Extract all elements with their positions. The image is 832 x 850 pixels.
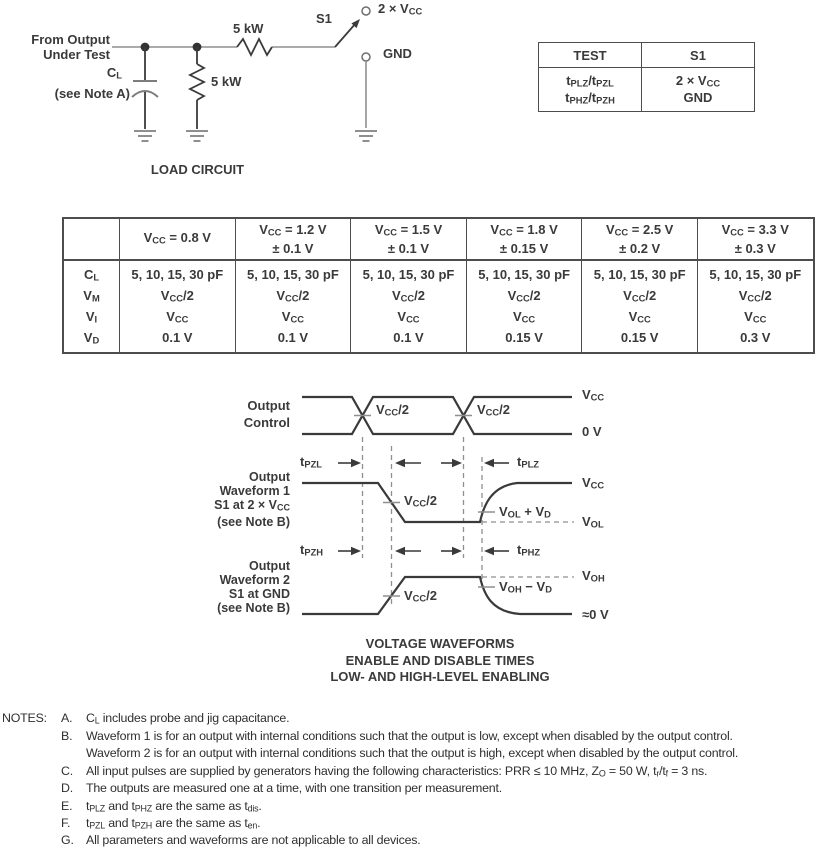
table-row [63, 285, 814, 306]
param-cell: 0.1 V [235, 327, 351, 353]
param-cell: 5, 10, 15, 30 pF [582, 260, 698, 285]
level-0v-label: 0 V [582, 424, 602, 439]
table-row [539, 89, 755, 112]
level-voh-label: $V_{OH}$ [582, 568, 605, 584]
load-circuit-title: LOAD CIRCUIT [150, 162, 245, 177]
param-cell: $V_{CC}$ [351, 306, 467, 327]
switch-blade [335, 23, 356, 47]
vcc-half-label: $V_{CC}/2$ [477, 402, 511, 418]
param-row-label-vi: $V_I$ [85, 308, 98, 325]
param-cell: 5, 10, 15, 30 pF [466, 260, 582, 285]
test-table-cell: GND [642, 89, 755, 112]
param-cell: $V_{CC}$ [466, 306, 582, 327]
waveform-caption: VOLTAGE WAVEFORMS ENABLE AND DISABLE TIMES LOW- AND HIGH-LEVEL ENABLING [330, 636, 550, 684]
vol-plus-vd-label: $V_{OL} + V_D$ [499, 504, 551, 520]
param-table-header-row [63, 218, 814, 260]
param-cell: 5, 10, 15, 30 pF [120, 260, 236, 285]
test-table-cell: $t_{PLZ}/t_{PZL}$ [566, 72, 614, 89]
param-row-label-cl: $C_L$ [83, 266, 100, 283]
vcc-half-label: $V_{CC}/2$ [376, 402, 410, 418]
param-cell: $V_{CC}$ [120, 306, 236, 327]
terminal-gnd [362, 53, 370, 61]
cap-label: $C_L$ [106, 65, 122, 81]
note-text: $t_{PZL}$ and $t_{PZH}$ are the same as $t_{en}$. [86, 816, 261, 831]
notes-section [0, 711, 832, 850]
param-cell: $V_{CC}/2$ [466, 285, 582, 306]
test-table-header-test: TEST [539, 43, 642, 68]
series-resistor-label: 5 kW [233, 21, 264, 36]
voh-minus-vd-label: $V_{OH} - V_D$ [499, 579, 552, 595]
test-table-cell: $t_{PHZ}/t_{PZH}$ [565, 89, 615, 106]
param-header-vcc-2p5: $V_{CC} = 2.5$ V ± 0.2 V [582, 218, 698, 260]
note-letter: E. [61, 799, 73, 813]
param-cell: $V_{CC}$ [697, 306, 813, 327]
tpzl-label: $t_{PZL}$ [300, 454, 322, 470]
param-cell: $V_{CC}/2$ [120, 285, 236, 306]
note-text: All input pulses are supplied by generators having the following characteristics: PRR ≤ 10 MHz, $Z_O = 50$ W, $t_r/t_f = 3$ ns. [86, 764, 708, 779]
note-letter: B. [61, 729, 73, 743]
dashed-reference-lines [363, 437, 483, 604]
from-output-label [5, 32, 110, 62]
param-cell: $V_{CC}/2$ [351, 285, 467, 306]
test-table-header-row [539, 43, 755, 68]
param-cell: 5, 10, 15, 30 pF [235, 260, 351, 285]
note-letter: F. [61, 816, 71, 830]
note-text: The outputs are measured one at a time, with one transition per measurement. [86, 781, 502, 795]
tphz-label: $t_{PHZ}$ [517, 542, 541, 558]
from-output-line1: From Output [31, 32, 110, 47]
param-cell: 5, 10, 15, 30 pF [697, 260, 813, 285]
param-header-vcc-3p3: $V_{CC} = 3.3$ V ± 0.3 V [697, 218, 813, 260]
timing-arrowheads-row2 [351, 547, 494, 556]
test-table-cell: $2 \times V_{CC}$ [642, 68, 755, 90]
level-vcc-label: $V_{CC}$ [582, 475, 605, 491]
level-vcc-label: $V_{CC}$ [582, 387, 605, 403]
ground-symbol [186, 131, 208, 141]
shunt-resistor-label: 5 kW [211, 74, 242, 89]
param-header-vcc-1p2: $V_{CC} = 1.2$ V ± 0.1 V [235, 218, 351, 260]
table-row [63, 327, 814, 353]
param-cell: $V_{CC}/2$ [235, 285, 351, 306]
note-text: All parameters and waveforms are not applicable to all devices. [86, 833, 421, 847]
ground-symbol [134, 131, 156, 141]
test-table-header-s1: S1 [642, 43, 755, 68]
terminal-2xvcc-label: $2 \times V_{CC}$ [378, 1, 423, 17]
note-letter: D. [61, 781, 73, 795]
table-row [63, 306, 814, 327]
switch-label: S1 [316, 11, 332, 26]
param-cell: $V_{CC}/2$ [582, 285, 698, 306]
control-rail-b [302, 397, 572, 434]
series-resistor [237, 39, 272, 55]
param-header-vcc-1p8: $V_{CC} = 1.8$ V ± 0.15 V [466, 218, 582, 260]
param-header-vcc-0p8: $V_{CC} = 0.8$ V [120, 218, 236, 260]
param-cell: 0.1 V [351, 327, 467, 353]
output-control-label: Output Control [243, 398, 290, 430]
note-letter: G. [61, 833, 74, 847]
cap-note-label: (see Note A) [54, 86, 130, 101]
note-letter: C. [61, 764, 73, 778]
param-cell: 0.15 V [582, 327, 698, 353]
notes-heading: NOTES: [2, 711, 47, 725]
waveform2-label: Output Waveform 2 S1 at GND (see Note B) [217, 559, 290, 615]
tplz-label: $t_{PLZ}$ [517, 454, 539, 470]
param-cell: $V_{CC}$ [582, 306, 698, 327]
param-cell: 5, 10, 15, 30 pF [351, 260, 467, 285]
vcc-half-label: $V_{CC}/2$ [404, 588, 438, 604]
level-approx-0v-label: ≈0 V [582, 607, 609, 622]
table-row [63, 260, 814, 285]
note-text: Waveform 1 is for an output with internal conditions such that the output is low, except when disabled by the output control. [86, 729, 733, 743]
shunt-resistor [190, 64, 204, 100]
param-cell: $V_{CC}$ [235, 306, 351, 327]
param-header-vcc-1p5: $V_{CC} = 1.5$ V ± 0.1 V [351, 218, 467, 260]
table-row [539, 68, 755, 90]
terminal-gnd-label: GND [383, 46, 412, 61]
ground-symbol [355, 131, 377, 141]
tpzh-label: $t_{PZH}$ [300, 542, 324, 558]
note-text: $C_L$ includes probe and jig capacitance. [86, 711, 290, 726]
param-cell: 0.1 V [120, 327, 236, 353]
note-text: $t_{PLZ}$ and $t_{PHZ}$ are the same as $t_{dis}$. [86, 799, 262, 814]
param-row-label-vm: $V_M$ [83, 287, 100, 304]
control-rail-a [302, 397, 572, 434]
waveform1-label: Output Waveform 1 S1 at $2 \times V_{CC}$ (see Note B) [214, 470, 290, 529]
param-header-blank [63, 218, 120, 260]
test-table [538, 42, 755, 112]
note-text: Waveform 2 is for an output with internal conditions such that the output is high, except when disabled by the output control. [86, 746, 739, 760]
parameter-table [62, 217, 815, 354]
param-cell: $V_{CC}/2$ [697, 285, 813, 306]
timing-arrowheads-row1 [351, 459, 494, 468]
level-vol-label: $V_{OL}$ [582, 514, 604, 530]
from-output-line2: Under Test [43, 47, 110, 62]
param-cell: 0.3 V [697, 327, 813, 353]
terminal-2xvcc [362, 7, 370, 15]
note-letter: A. [61, 711, 73, 725]
vcc-half-label: $V_{CC}/2$ [404, 493, 438, 509]
param-cell: 0.15 V [466, 327, 582, 353]
param-row-label-vd: $V_D$ [83, 329, 100, 346]
